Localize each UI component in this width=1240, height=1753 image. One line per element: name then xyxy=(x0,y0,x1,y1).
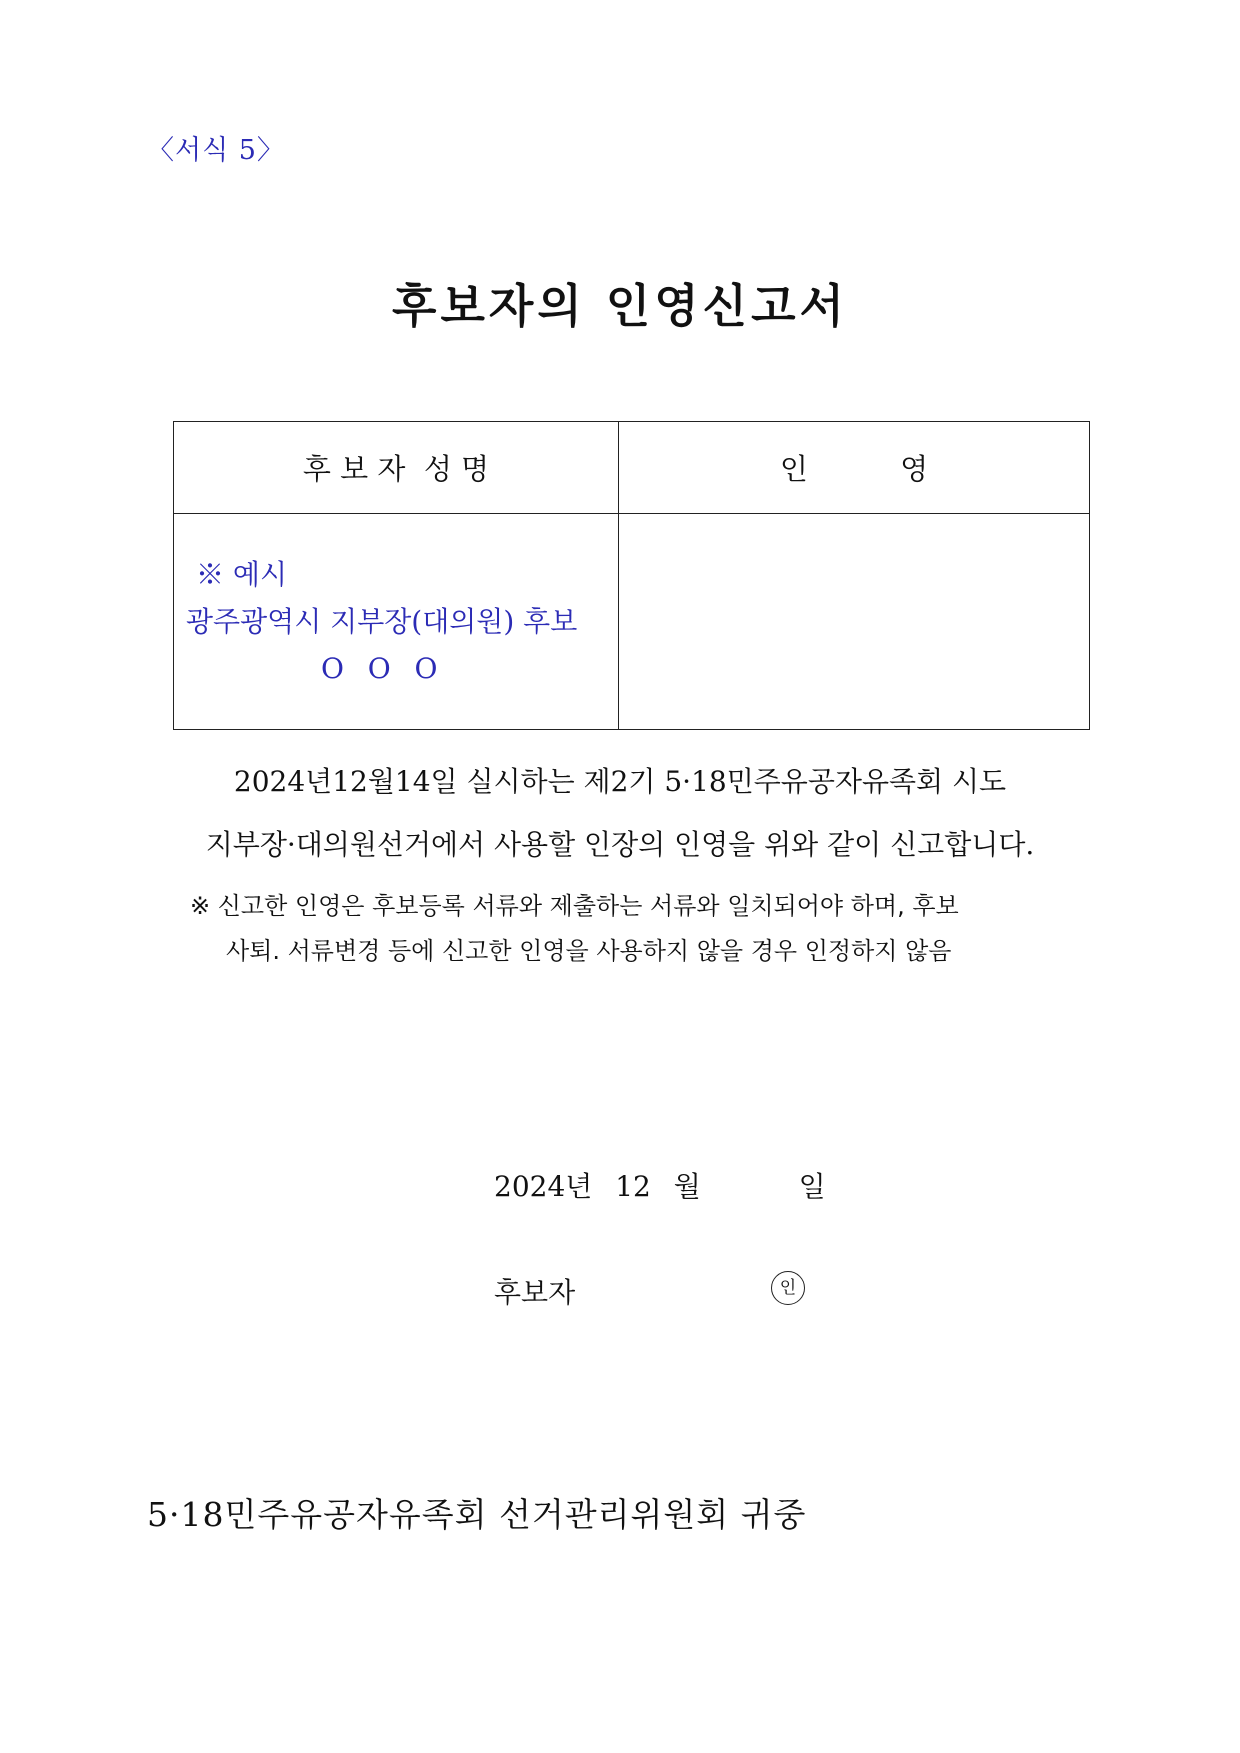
header-seal-impression: 인 영 xyxy=(619,422,1090,514)
table-body-row xyxy=(174,514,1090,730)
seal-impression-cell[interactable] xyxy=(619,514,1090,730)
date-month-number: 12 xyxy=(615,1170,651,1203)
seal-stamp-icon[interactable]: 인 xyxy=(771,1271,805,1305)
candidate-name-cell xyxy=(174,514,619,730)
seal-registration-table xyxy=(173,421,1090,730)
notice-line-1: ※ 신고한 인영은 후보등록 서류와 제출하는 서류와 일치되어야 하며, 후보 xyxy=(190,892,959,920)
submission-date xyxy=(494,1165,826,1205)
example-note: ※ 예시 xyxy=(196,558,287,591)
header-candidate-name: 후 보 자 성 명 xyxy=(174,422,619,514)
document-title: 후보자의 인영신고서 xyxy=(392,279,848,333)
declaration-line-2: 지부장·대의원선거에서 사용할 인장의 인영을 위와 같이 신고합니다. xyxy=(205,828,1035,861)
date-year: 2024년 xyxy=(494,1170,593,1203)
candidate-signature-label: 후보자 xyxy=(494,1276,576,1309)
notice-line-2: 사퇴. 서류변경 등에 신고한 인영을 사용하지 않을 경우 인정하지 않음 xyxy=(226,937,952,965)
date-month-unit: 월 xyxy=(673,1170,701,1203)
declaration-line-1: 2024년12월14일 실시하는 제2기 5·18민주유공자유족회 시도 xyxy=(233,765,1007,798)
table-header-row xyxy=(174,422,1090,514)
example-position: 광주광역시 지부장(대의원) 후보 xyxy=(186,605,578,638)
addressee: 5·18민주유공자유족회 선거관리위원회 귀중 xyxy=(147,1495,807,1534)
date-day-unit: 일 xyxy=(798,1170,826,1203)
example-name: O O O xyxy=(321,652,440,685)
form-number: 〈서식 5〉 xyxy=(147,135,285,166)
